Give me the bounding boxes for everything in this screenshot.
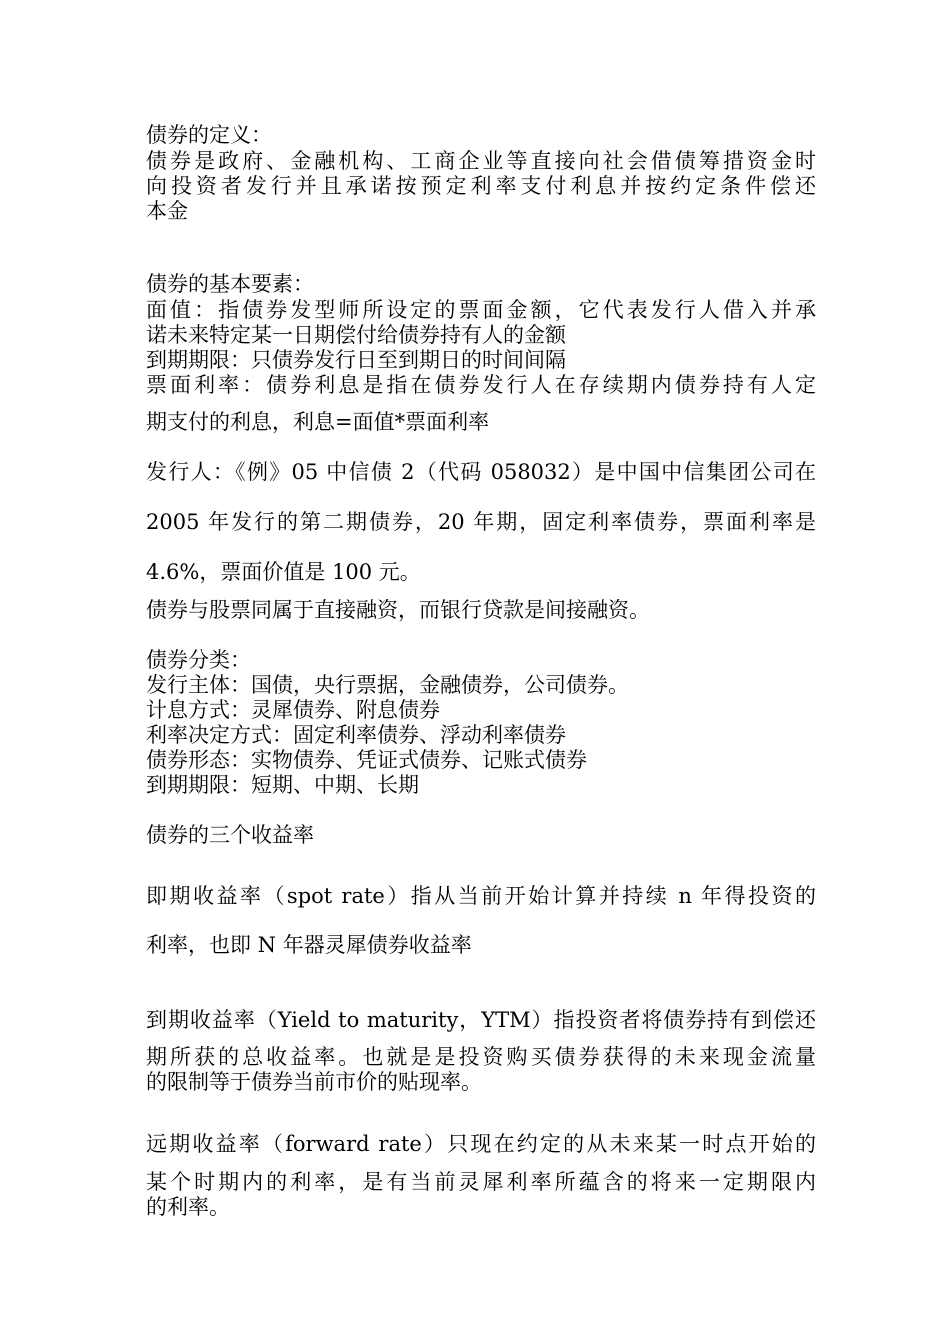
- definition-text-line-3: 本金: [146, 199, 188, 223]
- classification-maturity: 到期期限：短期、中期、长期: [146, 773, 419, 797]
- classification-issuer: 发行主体：国债，央行票据，金融债券，公司债券。: [146, 673, 629, 697]
- issuer-example-line-2: 2005 年发行的第二期债券，20 年期，固定利率债券，票面利率是: [146, 510, 816, 534]
- coupon-rate-line-2: 期支付的利息，利息=面值*票面利率: [146, 410, 490, 434]
- ytm-line-1: 到期收益率（Yield to maturity，YTM）指投资者将债券持有到偿还: [146, 1008, 816, 1032]
- definition-heading: 债券的定义：: [146, 123, 272, 147]
- direct-financing-line: 债券与股票同属于直接融资，而银行贷款是间接融资。: [146, 598, 650, 622]
- spot-rate-line-1: 即期收益率（spot rate）指从当前开始计算并持续 n 年得投资的: [146, 884, 816, 908]
- definition-text-line-2: 向投资者发行并且承诺按预定利率支付利息并按约定条件偿还: [146, 174, 816, 198]
- elements-heading: 债券的基本要素：: [146, 272, 314, 296]
- issuer-example-line-3: 4.6%，票面价值是 100 元。: [146, 560, 421, 584]
- issuer-example-line-1: 发行人：《例》05 中信债 2（代码 058032）是中国中信集团公司在: [146, 460, 816, 484]
- definition-text-line-1: 债券是政府、金融机构、工商企业等直接向社会借债筹措资金时: [146, 149, 816, 173]
- face-value-line-1: 面值：指债券发型师所设定的票面金额，它代表发行人借入并承: [146, 298, 816, 322]
- face-value-line-2: 诺未来特定某一日期偿付给债券持有人的金额: [146, 323, 566, 347]
- forward-rate-line-2: 某个时期内的利率，是有当前灵犀利率所蕴含的将来一定期限内: [146, 1170, 816, 1194]
- spot-rate-line-2: 利率，也即 N 年器灵犀债券收益率: [146, 933, 472, 957]
- coupon-rate-line-1: 票面利率：债券利息是指在债券发行人在存续期内债券持有人定: [146, 373, 816, 397]
- classification-interest: 计息方式：灵犀债券、附息债券: [146, 698, 440, 722]
- forward-rate-line-3: 的利率。: [146, 1195, 230, 1219]
- classification-rate: 利率决定方式：固定利率债券、浮动利率债券: [146, 723, 566, 747]
- maturity-line: 到期期限：只债券发行日至到期日的时间间隔: [146, 348, 566, 372]
- forward-rate-line-1: 远期收益率（forward rate）只现在约定的从未来某一时点开始的: [146, 1132, 816, 1156]
- yields-heading: 债券的三个收益率: [146, 823, 314, 847]
- ytm-line-3: 的限制等于债券当前市价的贴现率。: [146, 1070, 482, 1094]
- classification-heading: 债券分类：: [146, 648, 251, 672]
- classification-form: 债券形态：实物债券、凭证式债券、记账式债券: [146, 748, 587, 772]
- ytm-line-2: 期所获的总收益率。也就是是投资购买债券获得的未来现金流量: [146, 1045, 816, 1069]
